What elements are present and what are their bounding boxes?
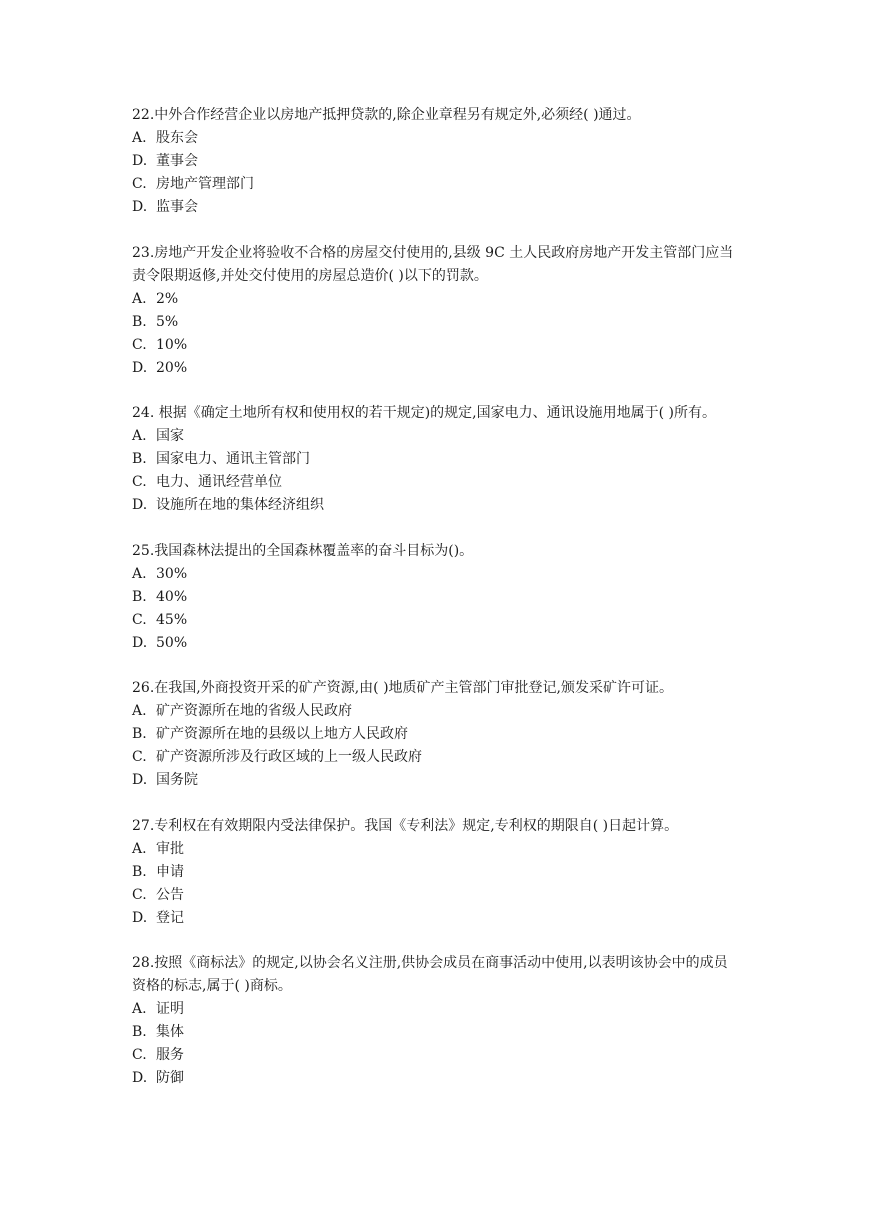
question-text: 28.按照《商标法》的规定,以协会名义注册,供协会成员在商事活动中使用,以表明该协会中的成员资格的标志,属于( )商标。 bbox=[132, 955, 728, 994]
option-letter: B. bbox=[132, 863, 147, 880]
option-letter: D. bbox=[132, 153, 148, 169]
option-c bbox=[132, 746, 737, 769]
option-text: 5% bbox=[156, 313, 179, 330]
option-letter: A. bbox=[132, 1001, 147, 1017]
option-b bbox=[132, 1021, 737, 1044]
option-d bbox=[132, 907, 737, 930]
option-b bbox=[132, 150, 737, 173]
option-c bbox=[132, 1044, 737, 1067]
option-letter: A. bbox=[132, 428, 147, 444]
option-letter: B. bbox=[132, 451, 147, 467]
option-d bbox=[132, 769, 737, 792]
question-text: 22.中外合作经营企业以房地产抵押贷款的,除企业章程另有规定外,必须经( )通过。 bbox=[132, 107, 641, 123]
option-text: 防御 bbox=[156, 1070, 184, 1086]
option-letter: B. bbox=[132, 726, 147, 742]
option-letter: B. bbox=[132, 1024, 147, 1040]
option-b bbox=[132, 311, 737, 334]
document-page bbox=[132, 104, 737, 1113]
option-text: 30% bbox=[156, 565, 188, 582]
option-text: 申请 bbox=[156, 863, 184, 880]
option-text: 董事会 bbox=[156, 153, 198, 169]
option-b bbox=[132, 723, 737, 746]
option-c bbox=[132, 884, 737, 907]
option-letter: A. bbox=[132, 290, 147, 307]
option-b bbox=[132, 861, 737, 884]
option-text: 设施所在地的集体经济组织 bbox=[156, 497, 324, 513]
question-text: 23.房地产开发企业将验收不合格的房屋交付使用的,县级 9C 土人民政府房地产开发主管部门应当责令限期返修,并处交付使用的房屋总造价( )以下的罚款。 bbox=[132, 244, 734, 284]
option-letter: D. bbox=[132, 497, 148, 513]
option-letter: D. bbox=[132, 909, 148, 926]
option-text: 国家 bbox=[156, 428, 184, 444]
option-letter: C. bbox=[132, 749, 147, 765]
option-a bbox=[132, 127, 737, 150]
option-c bbox=[132, 609, 737, 632]
option-text: 50% bbox=[156, 634, 188, 651]
option-letter: B. bbox=[132, 588, 147, 605]
question-25 bbox=[132, 540, 737, 655]
option-text: 矿产资源所在地的省级人民政府 bbox=[156, 703, 352, 719]
option-a bbox=[132, 998, 737, 1021]
question-22 bbox=[132, 104, 737, 219]
option-c bbox=[132, 173, 737, 196]
option-a bbox=[132, 838, 737, 861]
option-letter: D. bbox=[132, 1070, 148, 1086]
option-text: 矿产资源所涉及行政区域的上一级人民政府 bbox=[156, 749, 422, 765]
option-d bbox=[132, 632, 737, 655]
option-text: 股东会 bbox=[156, 130, 198, 146]
question-text: 25.我国森林法提出的全国森林覆盖率的奋斗目标为()。 bbox=[132, 542, 474, 559]
option-letter: A. bbox=[132, 703, 147, 719]
option-text: 房地产管理部门 bbox=[156, 176, 254, 192]
question-23 bbox=[132, 242, 737, 380]
question-text: 24. 根据《确定土地所有权和使用权的若干规定)的规定,国家电力、通讯设施用地属于( )所有。 bbox=[132, 405, 716, 421]
option-text: 审批 bbox=[156, 840, 184, 857]
option-letter: C. bbox=[132, 474, 147, 490]
option-text: 服务 bbox=[156, 1047, 184, 1063]
option-text: 登记 bbox=[156, 909, 184, 926]
option-letter: D. bbox=[132, 772, 148, 788]
option-c bbox=[132, 334, 737, 357]
option-text: 国家电力、通讯主管部门 bbox=[156, 451, 310, 467]
option-text: 监事会 bbox=[156, 199, 198, 215]
option-letter: C. bbox=[132, 886, 147, 903]
question-27 bbox=[132, 815, 737, 930]
option-text: 40% bbox=[156, 588, 188, 605]
option-d bbox=[132, 196, 737, 219]
option-text: 矿产资源所在地的县级以上地方人民政府 bbox=[156, 726, 408, 742]
option-c bbox=[132, 471, 737, 494]
question-28 bbox=[132, 952, 737, 1090]
option-text: 电力、通讯经营单位 bbox=[156, 474, 282, 490]
option-a bbox=[132, 288, 737, 311]
question-text: 27.专利权在有效期限内受法律保护。我国《专利法》规定,专利权的期限自( )日起计算。 bbox=[132, 817, 679, 834]
option-b bbox=[132, 586, 737, 609]
question-24 bbox=[132, 402, 737, 517]
option-a bbox=[132, 425, 737, 448]
option-text: 国务院 bbox=[156, 772, 198, 788]
option-letter: A. bbox=[132, 565, 147, 582]
option-b bbox=[132, 448, 737, 471]
option-text: 20% bbox=[156, 359, 188, 376]
option-letter: C. bbox=[132, 1047, 147, 1063]
option-text: 公告 bbox=[156, 886, 184, 903]
question-26 bbox=[132, 677, 737, 792]
option-letter: C. bbox=[132, 336, 147, 353]
option-letter: D. bbox=[132, 359, 148, 376]
option-text: 集体 bbox=[156, 1024, 184, 1040]
option-text: 2% bbox=[156, 290, 179, 307]
option-letter: A. bbox=[132, 130, 147, 146]
option-letter: C. bbox=[132, 176, 147, 192]
option-d bbox=[132, 1067, 737, 1090]
question-text: 26.在我国,外商投资开采的矿产资源,由( )地质矿产主管部门审批登记,颁发采矿许可证。 bbox=[132, 680, 673, 696]
option-a bbox=[132, 563, 737, 586]
option-letter: D. bbox=[132, 634, 148, 651]
option-letter: D. bbox=[132, 199, 148, 215]
option-text: 证明 bbox=[156, 1001, 184, 1017]
option-letter: C. bbox=[132, 611, 147, 628]
option-d bbox=[132, 357, 737, 380]
option-letter: B. bbox=[132, 313, 147, 330]
option-letter: A. bbox=[132, 840, 147, 857]
option-text: 10% bbox=[156, 336, 188, 353]
option-text: 45% bbox=[156, 611, 188, 628]
option-d bbox=[132, 494, 737, 517]
option-a bbox=[132, 700, 737, 723]
